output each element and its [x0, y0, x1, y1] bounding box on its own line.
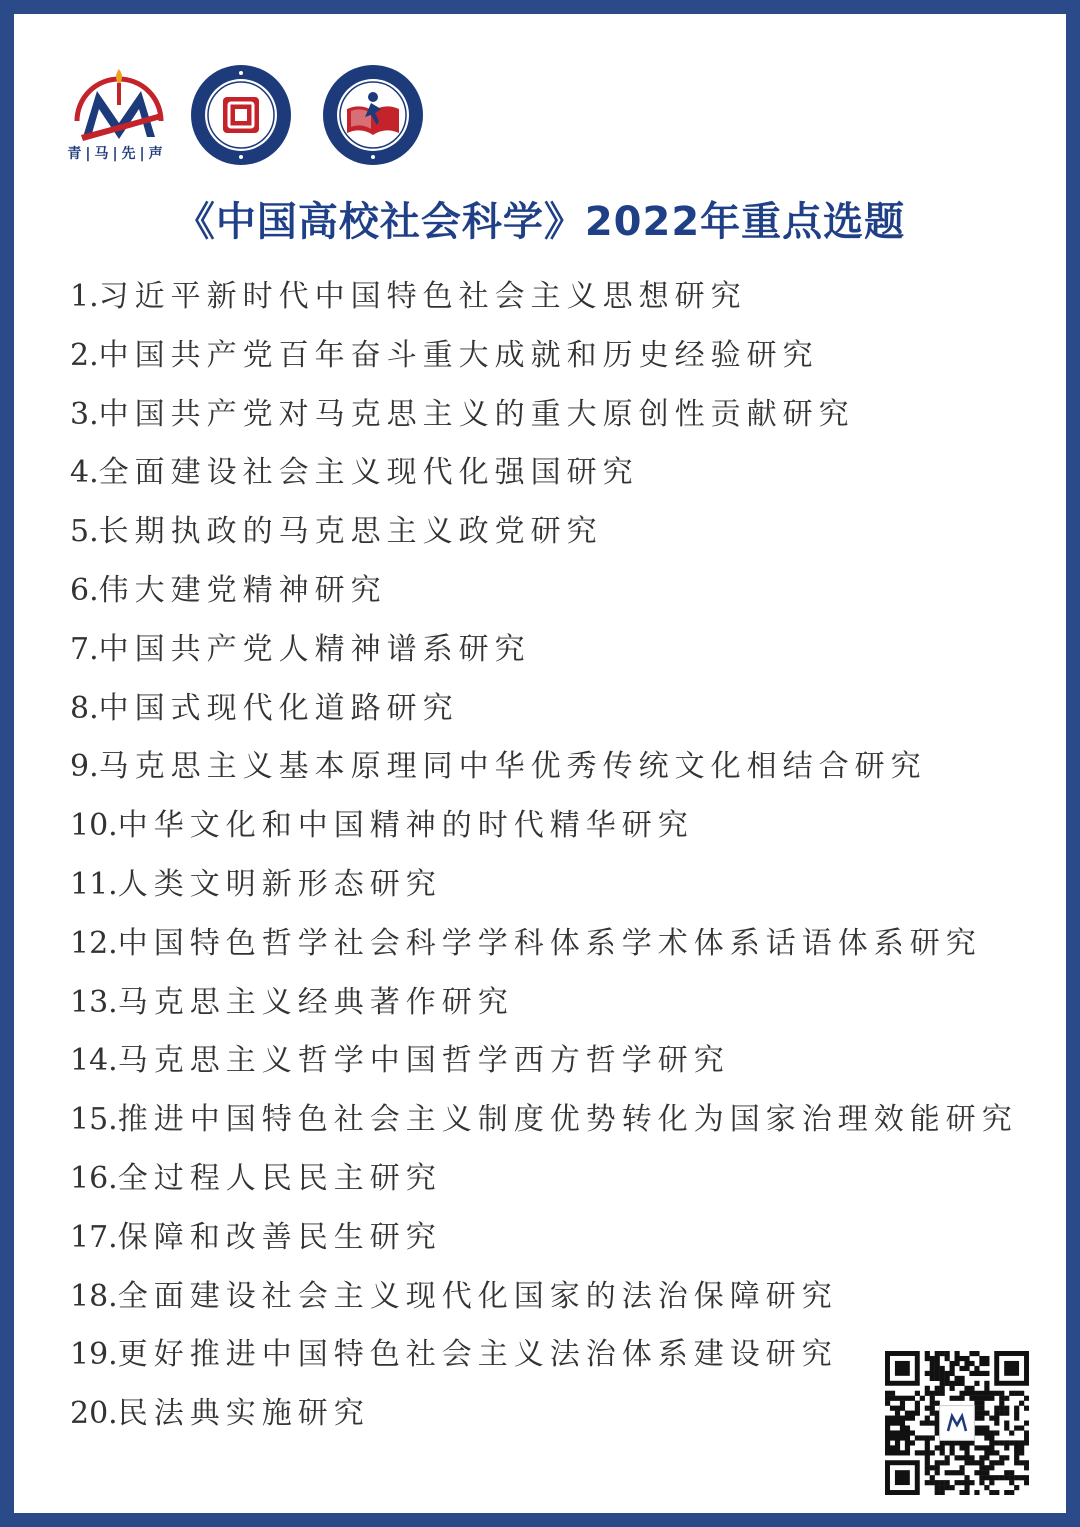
topic-number: 12.: [70, 925, 118, 961]
topic-number: 7.: [70, 631, 99, 667]
topic-text: 中国共产党百年奋斗重大成就和历史经验研究: [98, 337, 819, 373]
topic-text: 中国特色哲学社会科学学科体系学术体系话语体系研究: [117, 925, 982, 961]
topic-number: 1.: [70, 279, 99, 314]
topic-item: [70, 327, 1018, 386]
topic-number: 15.: [70, 1102, 118, 1138]
topic-text: 全面建设社会主义现代化国家的法治保障研究: [117, 1278, 838, 1314]
topic-item: [70, 915, 1018, 974]
topic-item: [70, 856, 1018, 915]
topic-number: 9.: [70, 749, 99, 785]
topic-number: 2.: [70, 337, 99, 373]
qr-code: [885, 1351, 1029, 1495]
topic-text: 民法典实施研究: [117, 1396, 370, 1432]
topic-item: [70, 386, 1018, 445]
topic-text: 马克思主义经典著作研究: [117, 984, 514, 1020]
topic-number: 14.: [70, 1043, 118, 1079]
topic-item: [70, 268, 1018, 327]
qr-code-icon: [885, 1351, 1029, 1495]
topic-number: 20.: [70, 1396, 118, 1432]
topic-text: 中国式现代化道路研究: [98, 690, 459, 726]
topic-item: [70, 444, 1018, 503]
topic-number: 6.: [70, 572, 99, 608]
topic-text: 人类文明新形态研究: [117, 866, 442, 902]
political-youth-seal: [189, 63, 293, 167]
political-youth-seal-icon: [189, 63, 293, 167]
topic-text: 全面建设社会主义现代化强国研究: [98, 455, 639, 491]
topic-item: [70, 1150, 1018, 1209]
topic-number: 13.: [70, 984, 118, 1020]
qingma-logo-text: 青|马|先|声: [67, 146, 167, 162]
qingma-logo-icon: [69, 59, 169, 149]
topic-item: [70, 738, 1018, 797]
topic-item: [70, 621, 1018, 680]
topic-number: 17.: [70, 1219, 118, 1255]
topic-number: 16.: [70, 1160, 118, 1196]
topic-text: 马克思主义哲学中国哲学西方哲学研究: [117, 1043, 730, 1079]
qingma-logo: [69, 59, 169, 179]
topic-item: [70, 1326, 1018, 1385]
topic-number: 4.: [70, 455, 99, 491]
topic-text: 马克思主义基本原理同中华优秀传统文化相结合研究: [98, 749, 927, 785]
topic-number: 19.: [70, 1337, 118, 1373]
topic-text: 全过程人民民主研究: [117, 1160, 442, 1196]
topic-number: 8.: [70, 690, 99, 726]
page-title: 《中国高校社会科学》2022年重点选题: [174, 199, 906, 245]
topic-text: 推进中国特色社会主义制度优势转化为国家治理效能研究: [117, 1102, 1018, 1138]
topic-text: 习近平新时代中国特色社会主义思想研究: [98, 279, 747, 314]
topic-number: 3.: [70, 396, 99, 432]
page-card: [14, 14, 1066, 1513]
topic-item: [70, 797, 1018, 856]
topic-number: 10.: [70, 808, 118, 844]
topic-text: 更好推进中国特色社会主义法治体系建设研究: [117, 1337, 838, 1373]
topic-item: [70, 1032, 1018, 1091]
topic-item: [70, 974, 1018, 1033]
topic-item: [70, 1268, 1018, 1327]
topic-number: 5.: [70, 514, 99, 550]
topic-item: [70, 1209, 1018, 1268]
topic-number: 11.: [70, 866, 118, 902]
topic-text: 保障和改善民生研究: [117, 1219, 442, 1255]
topic-item: [70, 1385, 1018, 1444]
topic-text: 中国共产党人精神谱系研究: [98, 631, 531, 667]
marxist-youth-seal-icon: [321, 63, 425, 167]
topic-list: [70, 268, 1018, 1444]
topic-text: 中国共产党对马克思主义的重大原创性贡献研究: [98, 396, 855, 432]
topic-item: [70, 680, 1018, 739]
topic-text: 伟大建党精神研究: [98, 572, 387, 608]
topic-text: 长期执政的马克思主义政党研究: [98, 514, 603, 550]
topic-item: [70, 503, 1018, 562]
marxist-youth-seal: [321, 63, 425, 167]
topic-text: 中华文化和中国精神的时代精华研究: [117, 808, 694, 844]
topic-number: 18.: [70, 1278, 118, 1314]
topic-item: [70, 562, 1018, 621]
topic-item: [70, 1091, 1018, 1150]
